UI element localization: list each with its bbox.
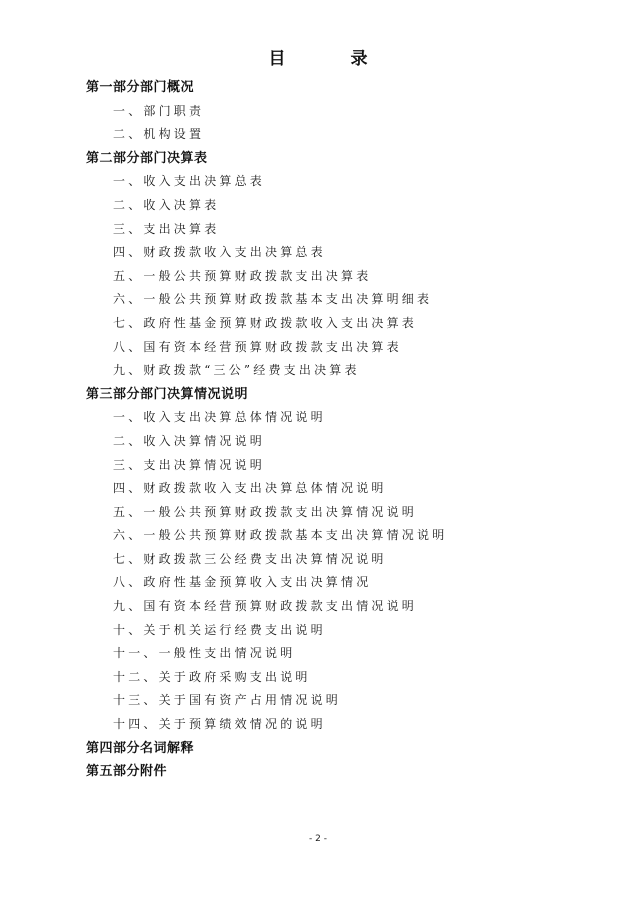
toc-entry: 三、支出决算情况说明 (113, 457, 266, 472)
toc-entry: 十二、关于政府采购支出说明 (113, 669, 311, 684)
toc-entry: 七、财政拨款三公经费支出决算情况说明 (113, 551, 387, 566)
table-of-contents (0, 76, 636, 784)
toc-entry: 三、支出决算表 (113, 221, 220, 236)
toc-entry: 四、财政拨款收入支出决算总表 (113, 245, 326, 260)
toc-entry: 九、财政拨款“三公”经费支出决算表 (113, 363, 360, 378)
page-number: - 2 - (309, 834, 327, 844)
toc-entry: 十四、关于预算绩效情况的说明 (113, 717, 326, 732)
toc-part-heading: 第二部分部门决算表 (86, 150, 208, 166)
toc-entry: 六、一般公共预算财政拨款基本支出决算情况说明 (113, 528, 448, 543)
toc-entry: 四、财政拨款收入支出决算总体情况说明 (113, 481, 387, 496)
toc-entry: 五、一般公共预算财政拨款支出决算表 (113, 268, 372, 283)
toc-entry: 一、部门职责 (113, 103, 205, 118)
toc-entry: 十、关于机关运行经费支出说明 (113, 622, 326, 637)
toc-part-heading: 第一部分部门概况 (86, 80, 195, 95)
toc-entry: 二、机构设置 (113, 127, 205, 142)
toc-entry: 八、政府性基金预算收入支出决算情况 (113, 575, 372, 590)
toc-entry: 九、国有资本经营预算财政拨款支出情况说明 (113, 599, 418, 614)
toc-entry: 一、收入支出决算总表 (113, 174, 266, 189)
toc-entry: 十一、一般性支出情况说明 (113, 646, 296, 661)
toc-entry: 六、一般公共预算财政拨款基本支出决算明细表 (113, 292, 433, 307)
toc-entry: 十三、关于国有资产占用情况说明 (113, 693, 342, 708)
toc-entry: 七、政府性基金预算财政拨款收入支出决算表 (113, 315, 418, 330)
toc-entry: 二、收入决算情况说明 (113, 433, 266, 448)
toc-entry: 一、收入支出决算总体情况说明 (113, 410, 326, 425)
toc-entry: 八、国有资本经营预算财政拨款支出决算表 (113, 339, 402, 354)
toc-title: 目 录 (268, 49, 392, 69)
toc-entry: 五、一般公共预算财政拨款支出决算情况说明 (113, 504, 418, 519)
toc-part-heading: 第五部分附件 (86, 764, 168, 780)
toc-part-heading: 第三部分部门决算情况说明 (86, 386, 249, 402)
toc-part-heading: 第四部分名词解释 (86, 740, 195, 756)
toc-entry: 二、收入决算表 (113, 197, 220, 212)
